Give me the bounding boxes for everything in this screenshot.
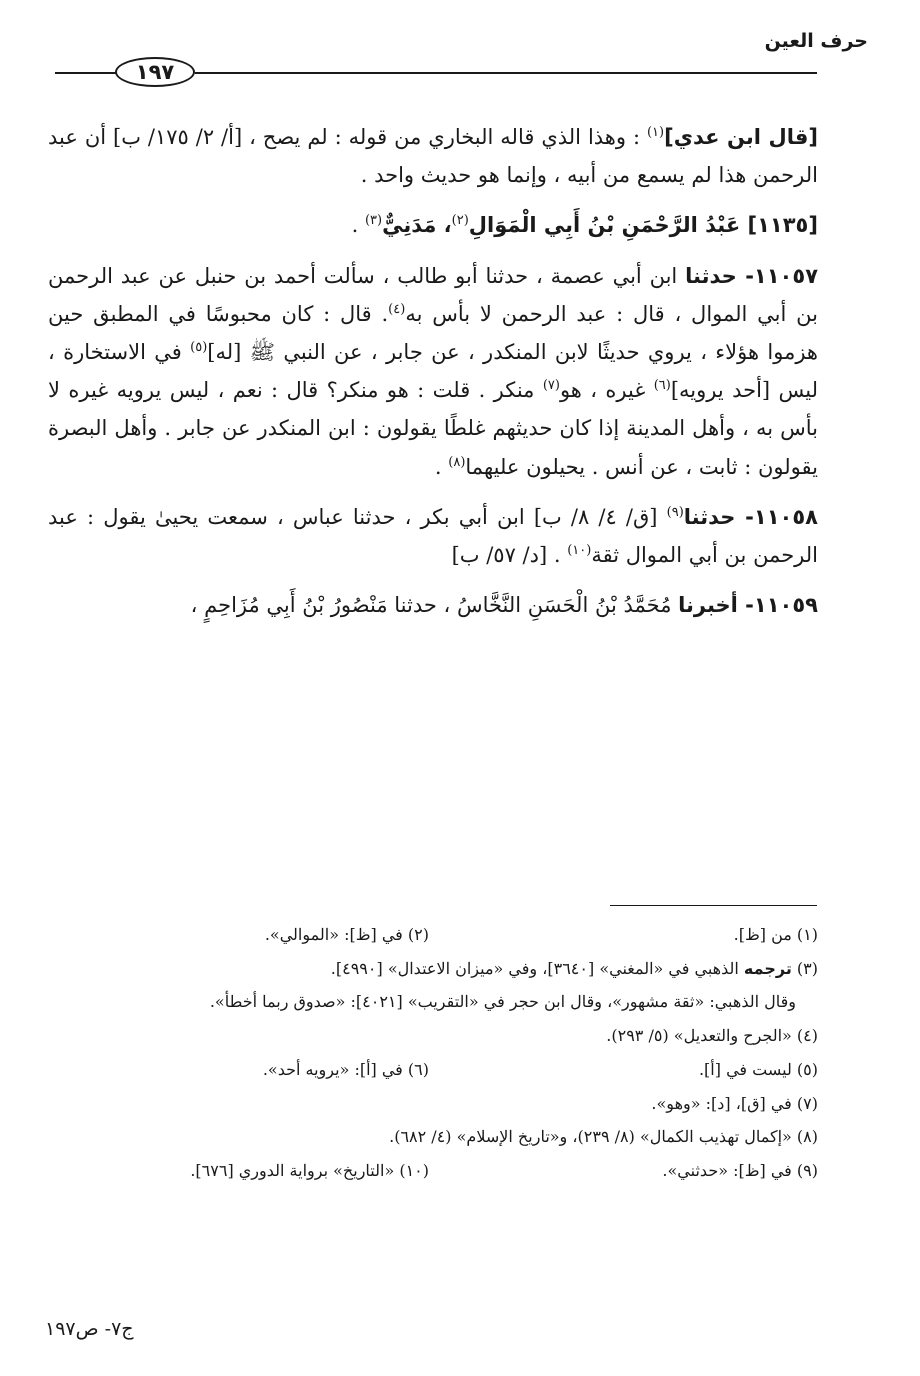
text-span: الذهبي في «المغني» [٣٦٤٠]، وفي «ميزان الاعتدال» [٤٩٩٠].: [330, 958, 744, 978]
text-span: : وهذا الذي قاله البخاري من قوله : لم يصح ، [أ/ ٢/ ١٧٥/ ب]: [113, 125, 647, 149]
text-span: غيره ، هو: [559, 378, 654, 403]
text-span: منكر . قلت : هو منكر؟ قال : نعم ، ليس يرويه غيره لا بأس به ، وأهل المدينة إذا كان حديثهم غلطًا يقولون : ابن المنكدر عن جابر . وأهل البصرة يقولون : ثابت ، عن أنس . يحيلون عليهما: [48, 378, 818, 479]
footnote-ref[interactable]: (١٠): [567, 543, 592, 559]
footnote-ref[interactable]: (٩): [666, 504, 684, 520]
header-rule: [195, 72, 817, 74]
paragraph-ibn-adi: [48, 118, 818, 194]
footnote-ref[interactable]: (٨): [448, 454, 466, 470]
footnote-6: (٦) في [أ]: «يرويه أحد».: [262, 1059, 429, 1079]
hadith-11058: [48, 498, 818, 574]
header-rule: [55, 72, 117, 74]
hadith-number: ١١٠٥٧-: [736, 263, 819, 288]
hadith-number: ١١٠٥٨-: [735, 504, 818, 529]
footnote-ref[interactable]: (١): [646, 125, 665, 140]
footnote-10: (١٠) «التاريخ» برواية الدوري [٦٧٦].: [190, 1160, 429, 1180]
footnote-8: (٨) «إكمال تهذيب الكمال» (٨/ ٢٣٩)، و«تاريخ الإسلام» (٤/ ٦٨٢).: [389, 1127, 818, 1147]
page-number-badge: ١٩٧: [115, 57, 195, 87]
footnote-4: (٤) «الجرح والتعديل» (٥/ ٢٩٣).: [606, 1026, 818, 1046]
footnote-row: [40, 918, 818, 952]
footnote-9: (٩) في [ظ]: «حدثني».: [662, 1160, 818, 1180]
footnote-ref[interactable]: (٥): [190, 340, 208, 356]
footnote-ref[interactable]: (٢): [451, 213, 469, 229]
footnote-keyword: ترجمه: [743, 958, 792, 978]
footnote-row: [40, 1154, 818, 1188]
text-span: ابن أبي عصمة ، حدثنا أبو طالب ، سألت أحمد بن حنبل عن عبد الرحمن بن أبي الموال ، قال : عبد الرحمن لا بأس به: [48, 263, 818, 326]
footnotes: [40, 918, 818, 1188]
footnote-7: (٧) في [ق]، [د]: «وهو».: [651, 1093, 818, 1113]
footnote-ref[interactable]: (٤): [388, 301, 406, 317]
footnote-5: (٥) ليست في [أ].: [698, 1059, 818, 1079]
text-span: . قال : كان محبوسًا في المطبق حين هزموا هؤلاء ، يروي حديثًا لابن المنكدر ، عن جابر ، عن النبي ﷺ [له]: [48, 301, 818, 365]
text-span: في الاستخارة ، ليس [أحد يرويه]: [48, 340, 819, 403]
footnote-ref[interactable]: (٣): [364, 213, 383, 229]
footnote-row: [40, 1053, 818, 1087]
entry-heading: [١١٣٥] عَبْدُ الرَّحْمَنِ بْنُ أَبِي الْمَوَالِ: [468, 213, 818, 238]
hadith-11057: [48, 257, 818, 486]
text-span: .: [351, 213, 365, 238]
text-span: مُحَمَّدُ بْنُ الْحَسَنِ النَّخَّاسُ ، حدثنا مَنْصُورُ بْنُ أَبِي مُزَاحِمٍ ،: [190, 593, 679, 618]
footnote-3: [40, 952, 818, 986]
hadith-keyword: حدثنا: [685, 263, 737, 288]
text-span: أن عبد الرحمن هذا لم يسمع من أبيه ، وإنما هو حديث واحد .: [48, 125, 818, 188]
footnote-1: (١) من [ظ].: [733, 925, 818, 944]
hadith-keyword: أخبرنا: [678, 593, 738, 618]
entry-nisba: ، مَدَنِيٌّ: [382, 213, 452, 238]
hadith-number: ١١٠٥٩-: [737, 593, 818, 618]
footnote-separator: [610, 905, 817, 906]
main-text: [48, 118, 818, 624]
bracket-label: [قال ابن عدي]: [664, 125, 818, 149]
footnote-number: (٣): [791, 958, 818, 978]
footnote-ref[interactable]: (٧): [542, 378, 560, 394]
text-span: [ق/ ٤/ ٨/ ب] ابن أبي بكر ، حدثنا عباس ، سمعت يحيىٰ يقول : عبد الرحمن بن أبي الموال ثقة: [48, 504, 818, 568]
biography-entry: [48, 206, 818, 244]
text-span: . [د/ ٥٧/ ب]: [451, 543, 568, 568]
chapter-title: حرف العين: [764, 30, 868, 52]
hadith-11059: [48, 586, 818, 624]
hadith-keyword: حدثنا: [683, 504, 736, 529]
footnote-3-continuation: وقال الذهبي: «ثقة مشهور»، وقال ابن حجر في «التقريب» [٤٠٢١]: «صدوق ربما أخطأ».: [209, 992, 796, 1012]
volume-page-reference: ج٧- ص١٩٧: [45, 1318, 134, 1340]
footnote-2: (٢) في [ظ]: «الموالي».: [264, 925, 429, 944]
text-span: .: [434, 454, 449, 479]
footnote-ref[interactable]: (٦): [653, 378, 671, 394]
